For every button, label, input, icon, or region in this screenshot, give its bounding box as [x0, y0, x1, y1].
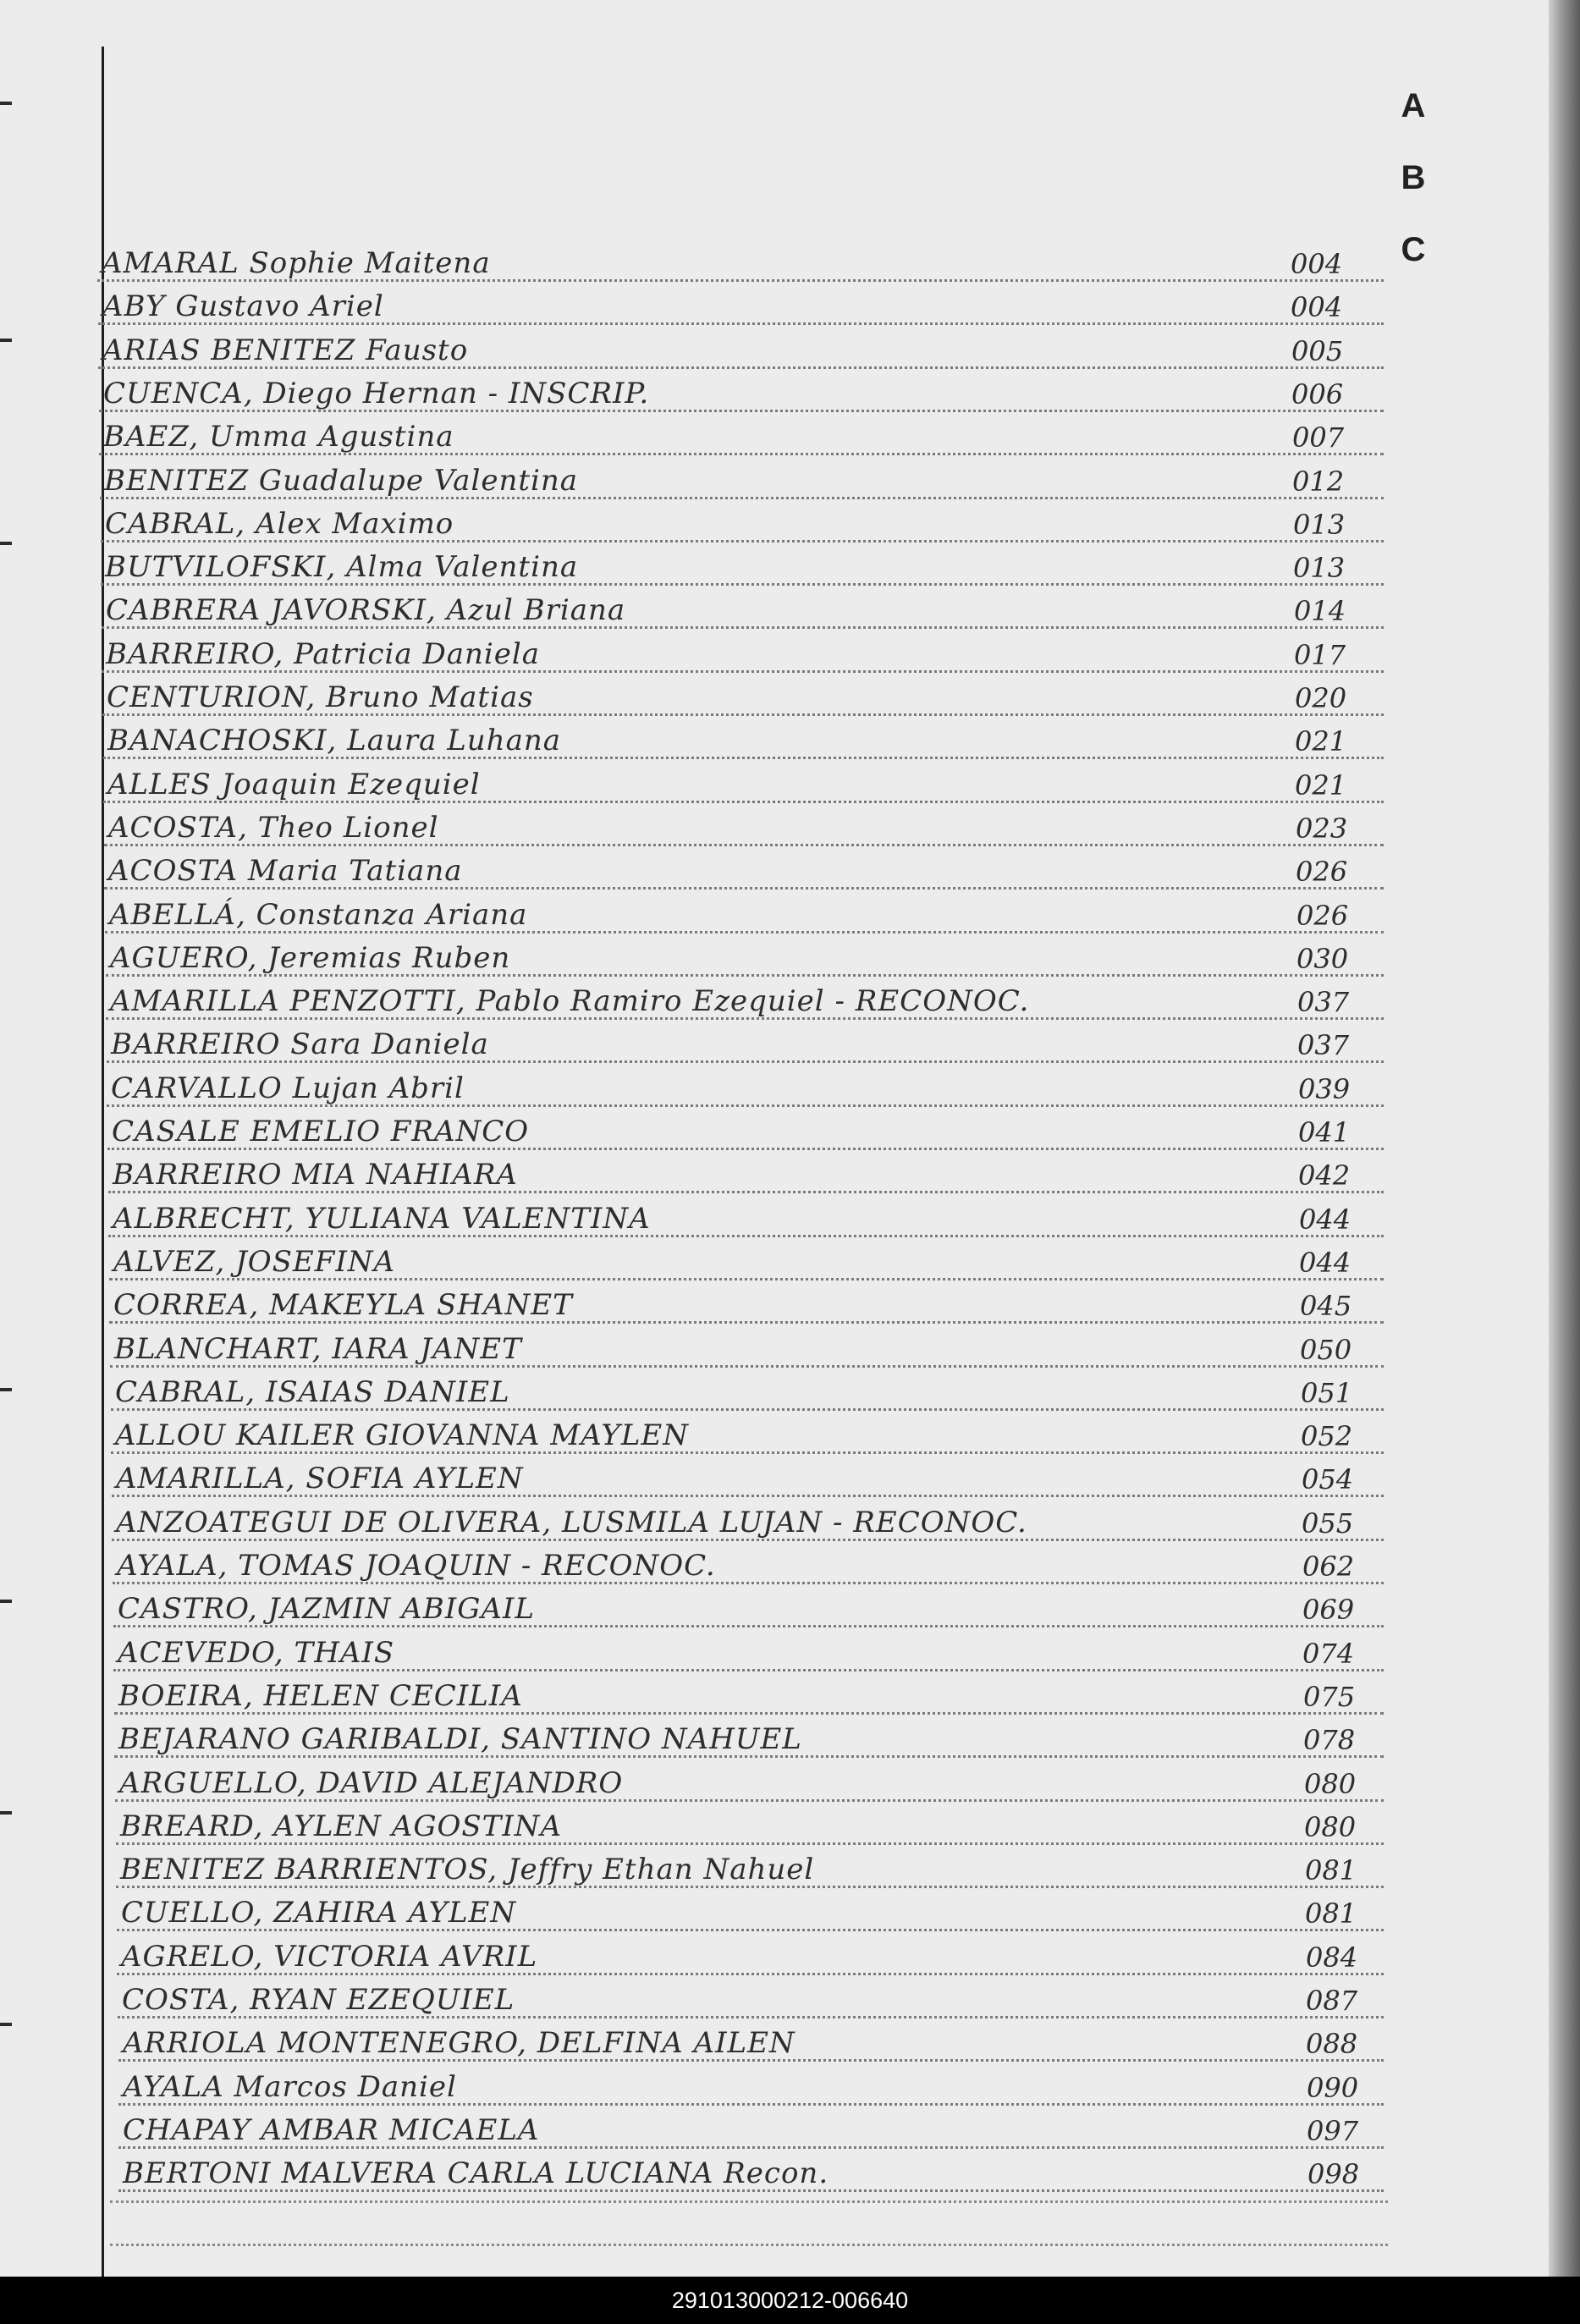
entry-number: 013 [1293, 552, 1346, 585]
ledger-entry [0, 1715, 1549, 1758]
entry-number: 004 [1291, 291, 1343, 324]
ledger-entry [0, 456, 1549, 499]
ledger-entry [0, 1411, 1549, 1454]
entry-name: CUENCA, Diego Hernan - INSCRIP. [103, 376, 650, 410]
entry-name: COSTA, RYAN EZEQUIEL [122, 1983, 515, 2017]
entry-number: 013 [1293, 508, 1346, 541]
blank-ruled-line [110, 2200, 1388, 2203]
ledger-entry [0, 1975, 1549, 2018]
entry-name: AGRELO, VICTORIA AVRIL [121, 1939, 538, 1974]
ledger-entry [0, 1498, 1549, 1541]
ledger-entry [0, 542, 1549, 586]
ledger-entry [0, 977, 1549, 1020]
entry-number: 026 [1296, 856, 1348, 889]
ledger-entry [0, 1237, 1549, 1280]
ledger-entry [0, 1150, 1549, 1193]
entry-name: ARGUELLO, DAVID ALEJANDRO [119, 1765, 624, 1800]
entry-number: 044 [1299, 1246, 1352, 1279]
entry-name: BAEZ, Umma Agustina [103, 420, 454, 454]
entry-name: BOEIRA, HELEN CECILIA [118, 1678, 523, 1713]
ledger-entry [0, 1194, 1549, 1237]
entry-name: BANACHOSKI, Laura Luhana [107, 724, 562, 758]
ledger-entry [0, 2062, 1549, 2106]
entry-number: 037 [1297, 986, 1350, 1019]
entry-number: 051 [1301, 1376, 1353, 1409]
entry-number: 062 [1302, 1550, 1355, 1583]
ledger-entry [0, 1324, 1549, 1368]
entry-name: CASTRO, JAZMIN ABIGAIL [118, 1592, 535, 1627]
entry-number: 055 [1302, 1506, 1354, 1539]
entry-number: 037 [1297, 1029, 1350, 1062]
entry-name: CABRERA JAVORSKI, Azul Briana [106, 593, 626, 628]
index-letter-c: C [1401, 231, 1426, 268]
entry-name: CASALE EMELIO FRANCO [112, 1115, 530, 1148]
entry-number: 007 [1292, 421, 1345, 454]
entry-number: 050 [1300, 1333, 1352, 1366]
entry-name: BUTVILOFSKI, Alma Valentina [105, 550, 579, 585]
entry-number: 075 [1303, 1680, 1356, 1713]
entry-number: 084 [1306, 1941, 1358, 1974]
entry-name: BARREIRO, Patricia Daniela [106, 636, 541, 671]
ledger-entry [0, 1671, 1549, 1715]
entry-number: 026 [1296, 899, 1349, 932]
entry-number: 087 [1306, 1985, 1358, 2017]
ledger-entry [0, 1759, 1549, 1802]
entry-number: 074 [1302, 1637, 1355, 1670]
entry-number: 041 [1298, 1116, 1351, 1148]
blank-ruled-line [110, 2244, 1388, 2246]
entry-number: 045 [1300, 1290, 1352, 1323]
ledger-entry [0, 630, 1549, 673]
entry-name: BENITEZ Guadalupe Valentina [104, 463, 579, 498]
ledger-entry [0, 803, 1549, 846]
ledger-entry [0, 1932, 1549, 1975]
entry-name: BERTONI MALVERA CARLA LUCIANA Recon. [123, 2156, 829, 2191]
entry-name: ALLOU KAILER GIOVANNA MAYLEN [115, 1418, 689, 1453]
entry-number: 069 [1302, 1594, 1355, 1627]
ledger-entry [0, 499, 1549, 542]
entry-name: AGUERO, Jeremias Ruben [110, 940, 511, 975]
ledger-entry [0, 1584, 1549, 1627]
entry-name: ACOSTA, Theo Lionel [108, 810, 439, 845]
entry-name: ALLES Joaquin Ezequiel [107, 767, 481, 801]
entry-name: AMARILLA, SOFIA AYLEN [116, 1462, 524, 1496]
ledger-entry [0, 412, 1549, 455]
entry-name: CENTURION, Bruno Matias [107, 680, 534, 714]
entry-number: 052 [1301, 1420, 1353, 1453]
ledger-entry [0, 760, 1549, 803]
ledger-entry [0, 1368, 1549, 1411]
entry-number: 054 [1302, 1463, 1354, 1496]
ledger-entry [0, 1888, 1549, 1931]
entry-name: BREARD, AYLEN AGOSTINA [120, 1809, 563, 1843]
entry-number: 097 [1307, 2114, 1359, 2147]
entry-number: 012 [1292, 465, 1345, 498]
entry-number: 030 [1296, 942, 1349, 975]
index-letter-a: A [1401, 87, 1426, 124]
entry-name: ANZOATEGUI DE OLIVERA, LUSMILA LUJAN - RECONOC. [116, 1505, 1027, 1539]
entry-name: CARVALLO Lujan Abril [111, 1071, 465, 1105]
entry-name: CABRAL, Alex Maximo [105, 506, 454, 541]
entry-name: AYALA, TOMAS JOAQUIN - RECONOC. [117, 1549, 716, 1583]
ledger-entry [0, 2018, 1549, 2062]
entry-number: 042 [1298, 1159, 1351, 1192]
entry-name: ARIAS BENITEZ Fausto [102, 333, 469, 367]
entry-name: AMARAL Sophie Maitena [102, 246, 491, 280]
entry-name: ABY Gustavo Ariel [102, 289, 384, 324]
ledger-entry [0, 1845, 1549, 1888]
entry-number: 080 [1304, 1767, 1357, 1800]
ledger-entry [0, 239, 1549, 282]
entry-number: 039 [1298, 1072, 1351, 1105]
ledger-entry [0, 1107, 1549, 1150]
entry-number: 081 [1305, 1897, 1357, 1930]
entry-name: CUELLO, ZAHIRA AYLEN [121, 1896, 517, 1930]
entry-number: 005 [1291, 334, 1344, 367]
entry-name: ACOSTA Maria Tatiana [108, 854, 463, 889]
ledger-entry [0, 369, 1549, 412]
entry-name: ACEVEDO, THAIS [118, 1635, 395, 1670]
entry-name: ARRIOLA MONTENEGRO, DELFINA AILEN [123, 2026, 796, 2061]
entry-name: BENITEZ BARRIENTOS, Jeffry Ethan Nahuel [120, 1853, 815, 1887]
entry-number: 081 [1305, 1854, 1357, 1887]
entry-name: AMARILLA PENZOTTI, Pablo Ramiro Ezequiel - RECONOC. [110, 984, 1030, 1019]
entry-number: 020 [1295, 682, 1347, 714]
page-edge [1549, 0, 1580, 2277]
entry-name: AYALA Marcos Daniel [123, 2069, 457, 2104]
ledger-entry [0, 673, 1549, 716]
entry-name: CORREA, MAKEYLA SHANET [113, 1288, 573, 1323]
entry-number: 014 [1294, 595, 1346, 628]
entry-number: 080 [1304, 1810, 1357, 1843]
ledger-entry [0, 933, 1549, 977]
ledger-entry [0, 1064, 1549, 1107]
ledger-entry [0, 846, 1549, 889]
entry-number: 017 [1294, 638, 1346, 671]
ledger-entry [0, 2149, 1549, 2192]
entry-name: CABRAL, ISAIAS DANIEL [115, 1374, 510, 1409]
entry-name: BARREIRO MIA NAHIARA [113, 1158, 518, 1192]
ledger-entry [0, 1541, 1549, 1584]
entry-number: 006 [1291, 377, 1344, 410]
entry-name: BARREIRO Sara Daniela [111, 1027, 489, 1062]
entry-name: CHAPAY AMBAR MICAELA [123, 2112, 540, 2147]
index-letter-b: B [1401, 159, 1426, 196]
ledger-entry [0, 716, 1549, 759]
ledger-entry [0, 1280, 1549, 1324]
barcode-footer: 291013000212-006640 [0, 2277, 1580, 2324]
entry-number: 098 [1307, 2158, 1360, 2191]
ledger-entry [0, 282, 1549, 325]
ledger-entry [0, 326, 1549, 369]
entry-number: 044 [1299, 1203, 1352, 1236]
entry-name: ALBRECHT, YULIANA VALENTINA [113, 1201, 651, 1236]
entry-number: 021 [1295, 725, 1347, 758]
entry-number: 088 [1306, 2028, 1358, 2061]
ledger-entry [0, 586, 1549, 629]
ledger-entry [0, 1020, 1549, 1063]
entry-number: 004 [1291, 248, 1343, 280]
ledger-entry [0, 1628, 1549, 1671]
entry-name: BLANCHART, IARA JANET [114, 1331, 522, 1366]
ledger-entry [0, 1802, 1549, 1845]
ledger-entry [0, 2106, 1549, 2149]
entry-number: 078 [1303, 1724, 1356, 1757]
ledger-entry [0, 1454, 1549, 1497]
ledger-entry [0, 890, 1549, 933]
entry-number: 023 [1296, 812, 1348, 845]
entry-name: ALVEZ, JOSEFINA [113, 1244, 396, 1279]
entry-name: ABELLÁ, Constanza Ariana [109, 897, 528, 932]
entry-number: 090 [1307, 2071, 1359, 2104]
entry-name: BEJARANO GARIBALDI, SANTINO NAHUEL [118, 1722, 802, 1757]
entry-number: 021 [1295, 768, 1347, 801]
